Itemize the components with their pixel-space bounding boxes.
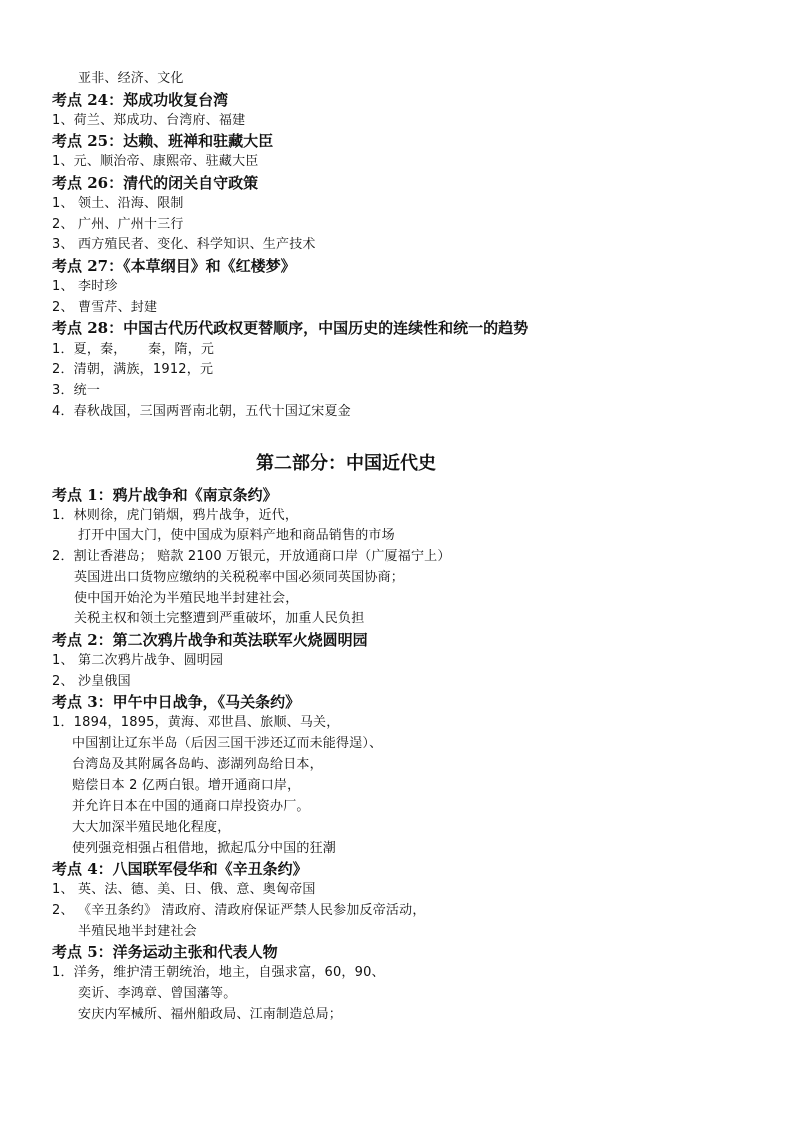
section-heading-n3: 考点 3：甲午中日战争，《马关条约》: [52, 693, 301, 711]
section-heading-27: 考点 27：《本草纲目》和《红楼梦》: [52, 257, 296, 275]
text-line: 安庆内军械所、福州船政局、江南制造总局；: [78, 1007, 343, 1022]
text-line: 大大加深半殖民地化程度，: [72, 820, 231, 835]
text-line: 使列强竞相强占租借地，掀起瓜分中国的狂潮: [72, 841, 337, 856]
section-heading-24: 考点 24：郑成功收复台湾: [52, 91, 229, 109]
list-item: 1、 第二次鸦片战争、圆明园: [52, 653, 224, 668]
list-item: 2．清朝，满族，1912，元: [52, 362, 214, 377]
text-line: 奕䜣、李鸿章、曾国藩等。: [78, 986, 237, 1001]
text-line: 台湾岛及其附属各岛屿、澎湖列岛给日本，: [72, 757, 323, 772]
list-item: 2、 曹雪芹、封建: [52, 300, 158, 315]
list-item: 3、 西方殖民者、变化、科学知识、生产技术: [52, 237, 316, 252]
section-heading-28: 考点 28：中国古代历代政权更替顺序，中国历史的连续性和统一的趋势: [52, 319, 529, 337]
text-line: 打开中国大门，使中国成为原料产地和商品销售的市场: [78, 528, 395, 543]
text-line: 2、 《辛丑条约》 清政府、清政府保证严禁人民参加反帝活动，: [52, 903, 426, 918]
list-item: 2、 广州、广州十三行: [52, 217, 184, 232]
section-heading-n2: 考点 2：第二次鸦片战争和英法联军火烧圆明园: [52, 631, 368, 649]
text-line: 1．林则徐，虎门销烟，鸦片战争，近代，: [52, 508, 299, 523]
text-line: 关税主权和领土完整遭到严重破坏，加重人民负担: [74, 611, 365, 626]
list-item: 1、元、顺治帝、康熙帝、驻藏大臣: [52, 154, 259, 169]
list-item: 3．统一: [52, 383, 101, 398]
section-heading-26: 考点 26：清代的闭关自守政策: [52, 174, 259, 192]
text-line: 中国割让辽东半岛（后因三国干涉还辽而未能得逞）、: [72, 736, 383, 751]
list-item: 1、荷兰、郑成功、台湾府、福建: [52, 113, 246, 128]
section-heading-25: 考点 25：达赖、班禅和驻藏大臣: [52, 132, 274, 150]
list-item: 2、 沙皇俄国: [52, 674, 131, 689]
text-line: 1．1894，1895，黄海、邓世昌、旅顺、马关，: [52, 715, 340, 730]
list-item: 4．春秋战国，三国两晋南北朝，五代十国辽宋夏金: [52, 404, 351, 419]
text-line: 并允许日本在中国的通商口岸投资办厂。: [72, 799, 310, 814]
list-item: 1、 领土、沿海、限制: [52, 196, 184, 211]
text-line: 英国进出口货物应缴纳的关税税率中国必须同英国协商；: [74, 570, 405, 585]
list-item: 1、 李时珍: [52, 279, 118, 294]
text-line: 1．洋务，维护清王朝统治，地主，自强求富，60，90、: [52, 965, 385, 980]
section-heading-n5: 考点 5：洋务运动主张和代表人物: [52, 943, 278, 961]
part-title: 第二部分：中国近代史: [256, 453, 436, 474]
section-heading-n4: 考点 4：八国联军侵华和《辛丑条约》: [52, 860, 308, 878]
text-line: 使中国开始沦为半殖民地半封建社会，: [74, 591, 299, 606]
text-line: 1、 英、法、德、美、日、俄、意、奥匈帝国: [52, 882, 316, 897]
list-item: 1．夏，秦， 秦，隋，元: [52, 342, 215, 357]
text-line: 赔偿日本 2 亿两白银。增开通商口岸，: [72, 778, 301, 793]
continuation-line: 亚非、经济、文化: [78, 71, 184, 86]
text-line: 半殖民地半封建社会: [78, 924, 197, 939]
section-heading-n1: 考点 1：鸦片战争和《南京条约》: [52, 486, 278, 504]
text-line: 2．割让香港岛； 赔款 2100 万银元，开放通商口岸（广厦福宁上）: [52, 549, 451, 564]
